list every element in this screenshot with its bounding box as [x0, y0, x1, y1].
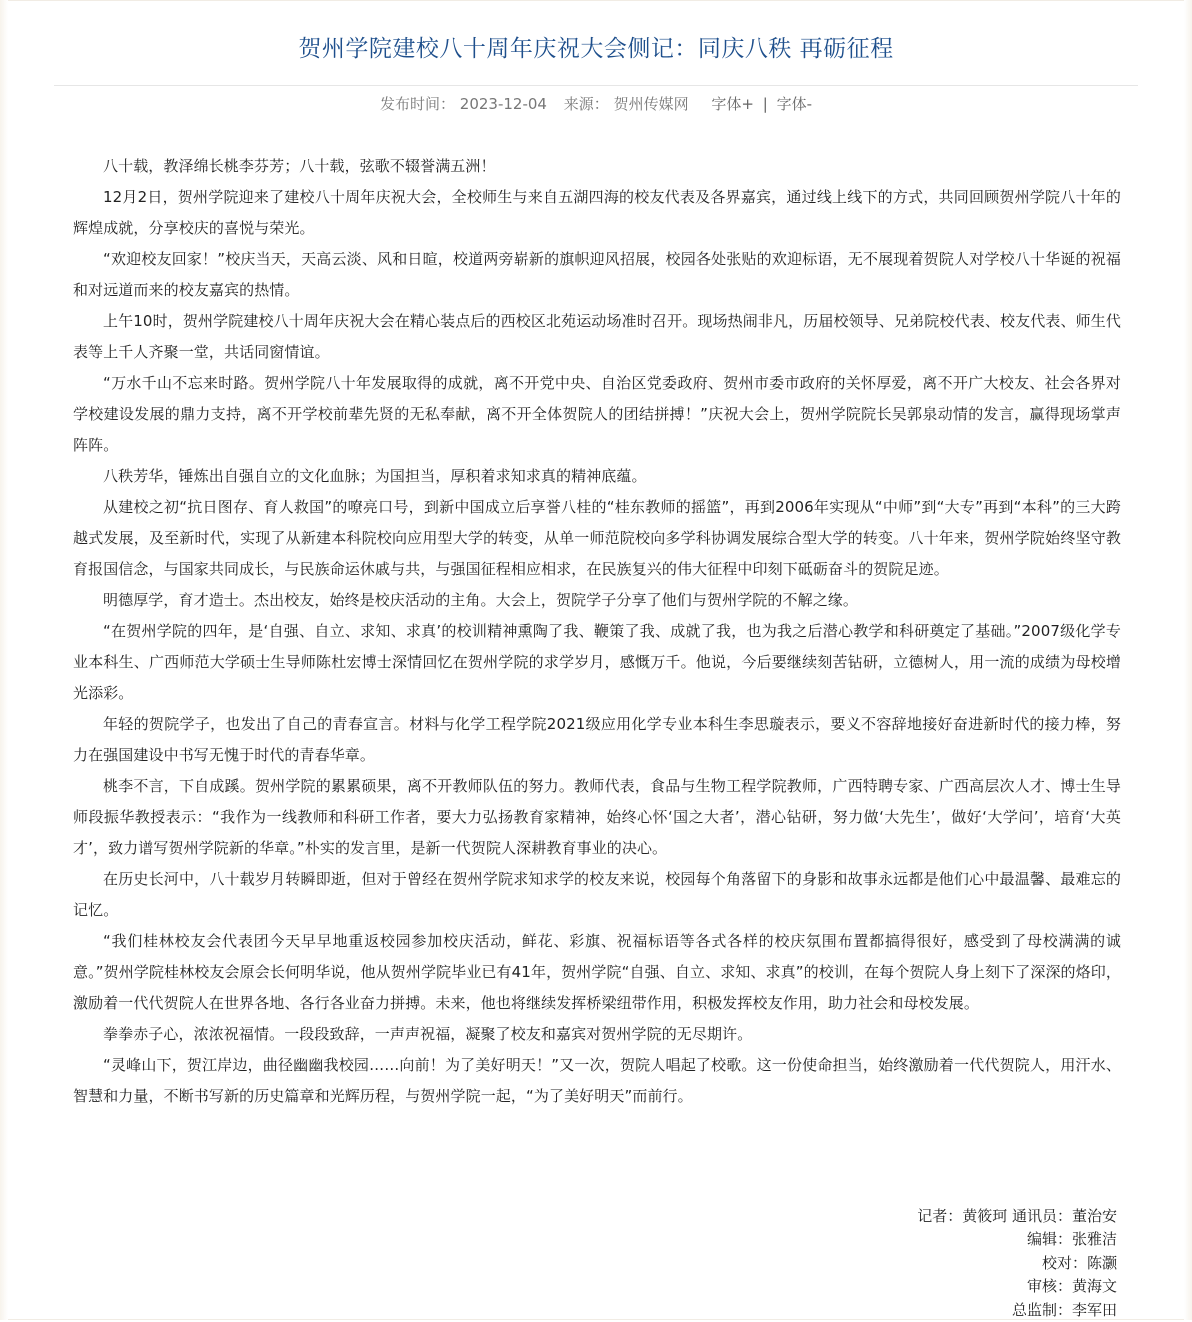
paragraph: 八秩芳华，锤炼出自强自立的文化血脉；为国担当，厚积着求知求真的精神底蕴。 — [103, 467, 647, 485]
source-label: 来源： — [563, 95, 609, 113]
article-meta — [0, 92, 1192, 116]
paragraph: 上午10时，贺州学院建校八十周年庆祝大会在精心装点后的西校区北苑运动场准时召开。现场热闹非凡，历届校领导、兄弟院校代表、校友代表、师生代表等上千人齐聚一堂，共话同窗情谊。 — [73, 312, 1121, 361]
paragraph: “在贺州学院的四年，是‘自强、自立、求知、求真’的校训精神熏陶了我、鞭策了我、成就了我，也为我之后潜心教学和科研奠定了基础。”2007级化学专业本科生、广西师范大学硕士生导师陈杜宏博士深情回忆在贺州学院的求学岁月，感慨万千。他说，今后要继续刻苦钻研，立德树人，用一流的成绩为母校增光添彩。 — [73, 622, 1121, 702]
paragraph: “我们桂林校友会代表团今天早早地重返校园参加校庆活动，鲜花、彩旗、祝福标语等各式各样的校庆氛围布置都搞得很好，感受到了母校满满的诚意。”贺州学院桂林校友会原会长何明华说，他从贺州学院毕业已有41年，贺州学院“自强、自立、求知、求真”的校训，在每个贺院人身上刻下了深深的烙印，激励着一代代贺院人在世界各地、各行各业奋力拼搏。未来，他也将继续发挥桥梁纽带作用，积极发挥校友作用，助力社会和母校发展。 — [73, 932, 1121, 1012]
paragraph: 桃李不言，下自成蹊。贺州学院的累累硕果，离不开教师队伍的努力。教师代表，食品与生物工程学院教师，广西特聘专家、广西高层次人才、博士生导师段振华教授表示：“我作为一线教师和科研工作者，要大力弘扬教育家精神，始终心怀‘国之大者’，潜心钻研，努力做‘大先生’，做好‘大学问’，培育‘大英才’，致力谱写贺州学院新的华章。”朴实的发言里，是新一代贺院人深耕教育事业的决心。 — [73, 777, 1121, 857]
paragraph: 在历史长河中，八十载岁月转瞬即逝，但对于曾经在贺州学院求知求学的校友来说，校园每个角落留下的身影和故事永远都是他们心中最温馨、最难忘的记忆。 — [73, 870, 1121, 919]
paragraph: “万水千山不忘来时路。贺州学院八十年发展取得的成就，离不开党中央、自治区党委政府、贺州市委市政府的关怀厚爱，离不开广大校友、社会各界对学校建设发展的鼎力支持，离不开学校前辈先贤的无私奉献，离不开全体贺院人的团结拼搏！”庆祝大会上，贺州学院院长吴郭泉动情的发言，赢得现场掌声阵阵。 — [73, 374, 1121, 454]
credit-supervisor: 总监制：李军田 — [1011, 1300, 1117, 1319]
paragraph: 从建校之初“抗日图存、育人救国”的嘹亮口号，到新中国成立后享誉八桂的“桂东教师的摇篮”，再到2006年实现从“中师”到“大专”再到“本科”的三大跨越式发展，及至新时代，实现了从新建本科院校向应用型大学的转变，从单一师范院校向多学科协调发展综合型大学的转变。八十年来，贺州学院始终坚守教育报国信念，与国家共同成长，与民族命运休戚与共，与强国征程相应相求，在民族复兴的伟大征程中印刻下砥砺奋斗的贺院足迹。 — [73, 498, 1121, 578]
paragraph: “灵峰山下，贺江岸边，曲径幽幽我校园……向前！为了美好明天！”又一次，贺院人唱起了校歌。这一份使命担当，始终激励着一代代贺院人，用汗水、智慧和力量，不断书写新的历史篇章和光辉历程，与贺州学院一起，“为了美好明天”而前行。 — [73, 1056, 1121, 1105]
paragraph: 12月2日，贺州学院迎来了建校八十周年庆祝大会，全校师生与来自五湖四海的校友代表及各界嘉宾，通过线上线下的方式，共同回顾贺州学院八十年的辉煌成就，分享校庆的喜悦与荣光。 — [73, 188, 1121, 237]
paragraph: 八十载，教泽绵长桃李芬芳；八十载，弦歌不辍誉满五洲！ — [103, 157, 496, 175]
credit-proofreader: 校对：陈灏 — [1041, 1253, 1117, 1272]
credit-editor: 编辑：张雅洁 — [1026, 1230, 1117, 1249]
paragraph: 明德厚学，育才造士。杰出校友，始终是校庆活动的主角。大会上，贺院学子分享了他们与贺州学院的不解之缘。 — [103, 591, 859, 609]
publish-date: 2023-12-04 — [459, 95, 547, 113]
paragraph: “欢迎校友回家！”校庆当天，天高云淡、风和日暄，校道两旁崭新的旗帜迎风招展，校园各处张贴的欢迎标语，无不展现着贺院人对学校八十华诞的祝福和对远道而来的校友嘉宾的热情。 — [73, 250, 1121, 299]
font-control-separator: | — [762, 95, 768, 113]
source-name: 贺州传媒网 — [613, 95, 689, 113]
paragraph: 拳拳赤子心，浓浓祝福情。一段段致辞，一声声祝福，凝聚了校友和嘉宾对贺州学院的无尽期许。 — [103, 1025, 753, 1043]
title-divider — [54, 85, 1138, 86]
paragraph: 年轻的贺院学子，也发出了自己的青春宣言。材料与化学工程学院2021级应用化学专业本科生李思璇表示，要义不容辞地接好奋进新时代的接力棒，努力在强国建设中书写无愧于时代的青春华章。 — [73, 715, 1121, 764]
article-body — [73, 151, 1121, 1112]
article-title: 贺州学院建校八十周年庆祝大会侧记：同庆八秩 再砺征程 — [298, 36, 894, 62]
publish-time-label: 发布时间： — [380, 95, 456, 113]
credit-reviewer: 审核：黄海文 — [1026, 1277, 1117, 1296]
article-credits — [917, 1205, 1117, 1322]
credit-reporter: 记者：黄筱珂 通讯员：董治安 — [917, 1207, 1117, 1225]
font-increase-link[interactable]: 字体+ — [711, 95, 754, 113]
font-decrease-link[interactable]: 字体- — [776, 95, 812, 113]
